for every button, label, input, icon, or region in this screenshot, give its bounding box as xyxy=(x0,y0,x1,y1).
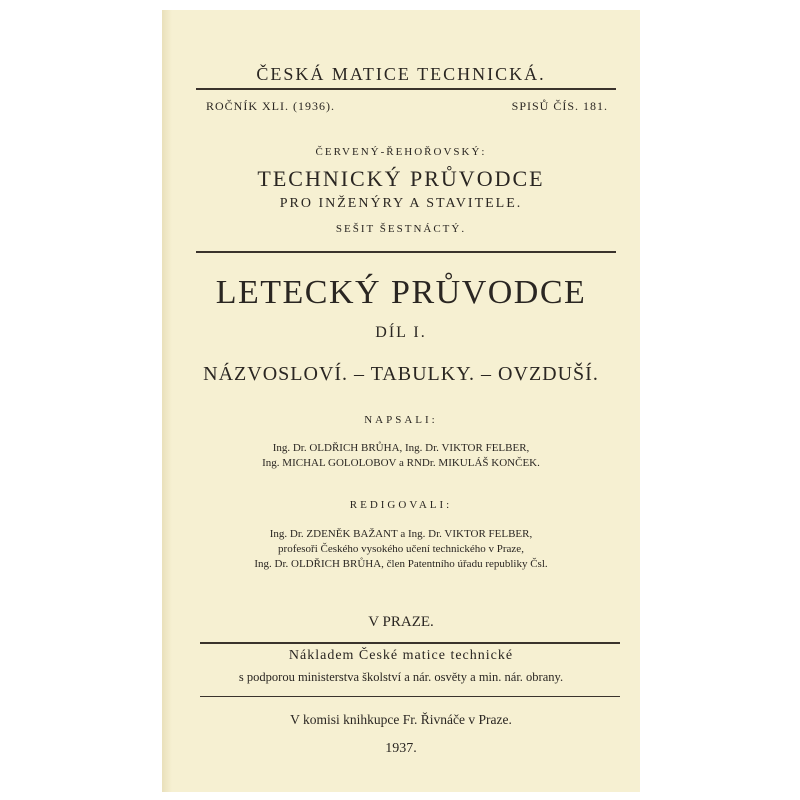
publisher-line-1: Nákladem České matice technické xyxy=(288,648,514,663)
publisher-rule-bottom xyxy=(200,696,620,697)
editors-line-2: profesoři Českého vysokého učení technického v Praze, xyxy=(278,543,524,555)
series-authors: ČERVENÝ-ŘEHOŘOVSKÝ: xyxy=(315,146,487,158)
editors-line-1: Ing. Dr. ZDENĚK BAŽANT a Ing. Dr. VIKTOR FELBER, xyxy=(269,528,533,540)
book-subtitle: NÁZVOSLOVÍ. – TABULKY. – OVZDUŠÍ. xyxy=(203,363,599,385)
series-title: TECHNICKÝ PRŮVODCE xyxy=(257,166,545,191)
place: V PRAZE. xyxy=(368,614,434,630)
year: 1937. xyxy=(385,741,417,756)
book-title: LETECKÝ PRŮVODCE xyxy=(215,274,587,311)
header-rule xyxy=(196,88,616,90)
issue: SEŠIT ŠESTNÁCTÝ. xyxy=(335,223,467,235)
volume: ROČNÍK XLI. (1936). xyxy=(206,99,335,113)
publisher-rule-top xyxy=(200,642,620,644)
authors-line-1: Ing. Dr. OLDŘICH BRŮHA, Ing. Dr. VIKTOR FELBER, xyxy=(272,442,530,454)
title-page xyxy=(162,10,640,792)
series-subtitle: PRO INŽENÝRY A STAVITELE. xyxy=(279,196,523,211)
authors-heading: NAPSALI: xyxy=(364,414,438,426)
series-number: SPISŮ ČÍS. 181. xyxy=(511,99,608,113)
editors-line-3: Ing. Dr. OLDŘICH BRŮHA, člen Patentního úřadu republiky Čsl. xyxy=(254,558,548,570)
authors-line-2: Ing. MICHAL GOLOLOBOV a RNDr. MIKULÁŠ KONČEK. xyxy=(262,457,540,469)
publisher-line-2: s podporou ministerstva školství a nár. osvěty a min. nár. obrany. xyxy=(238,670,564,684)
editors-heading: REDIGOVALI: xyxy=(349,499,453,511)
commission: V komisi knihkupce Fr. Řivnáče v Praze. xyxy=(290,712,512,727)
title-rule xyxy=(196,251,616,253)
part: DÍL I. xyxy=(375,324,427,341)
publisher-header: ČESKÁ MATICE TECHNICKÁ. xyxy=(256,64,546,84)
